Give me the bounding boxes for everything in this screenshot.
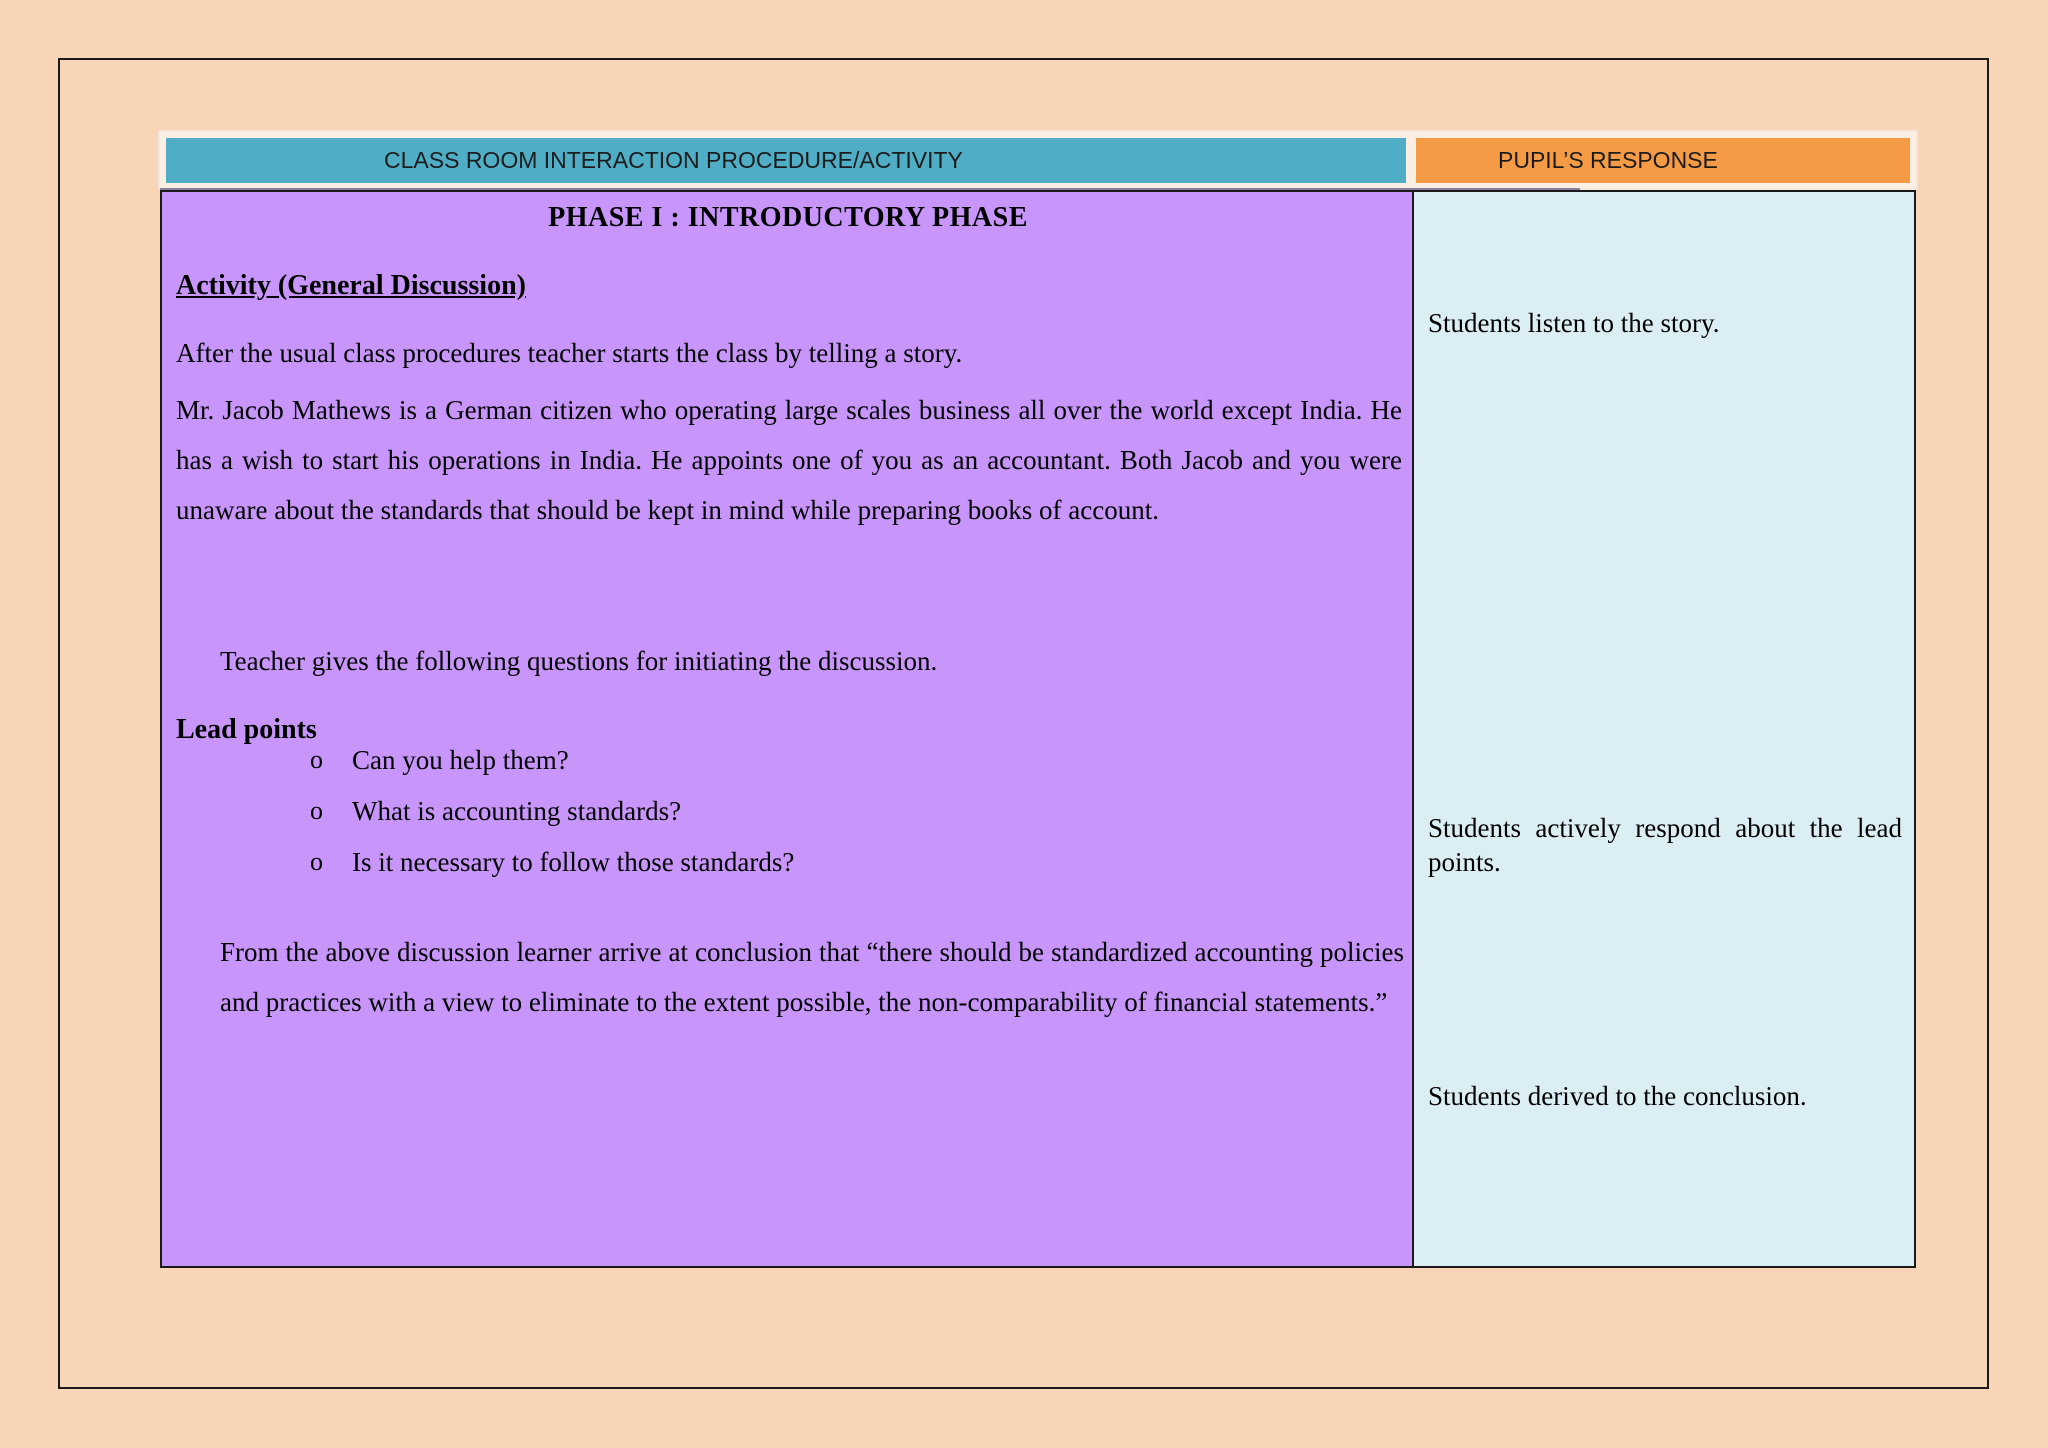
questions-intro: Teacher gives the following questions for initiating the discussion. [220,646,938,676]
lead-point-text: What is accounting standards? [352,796,682,826]
lead-points-list [310,744,794,897]
intro-paragraph: After the usual class procedures teacher starts the class by telling a story. [176,338,963,368]
response-column [1414,192,1914,1266]
header-pupils-response: PUPIL’S RESPONSE [1416,138,1910,183]
procedure-column [162,192,1414,1266]
lesson-table [158,130,1918,1111]
table-body-row [160,190,1916,1268]
response-listen: Students listen to the story. [1428,308,1720,338]
story-paragraph: Mr. Jacob Mathews is a German citizen who operating large scales business all over the world except India. He has a wish to start his operations in India. He appoints one of you as an accountant. Both Jacob and you were unaware about the standards that should be kept in mind while preparing books of account. [176,395,1402,525]
response-conclusion: Students derived to the conclusion. [1428,1081,1807,1111]
bullet-circle-icon: o [310,796,323,825]
list-item [310,744,794,795]
lead-points-heading: Lead points [176,714,317,745]
header-procedure-activity: CLASS ROOM INTERACTION PROCEDURE/ACTIVITY [166,138,1406,183]
table-header-row [158,130,1918,190]
bullet-circle-icon: o [310,745,323,774]
list-item [310,795,794,846]
lead-point-text: Is it necessary to follow those standards? [352,847,795,877]
activity-heading: Activity (General Discussion) [176,270,526,301]
response-lead-points: Students actively respond about the lead points. [1428,813,1902,877]
list-item [310,846,794,897]
lead-point-text: Can you help them? [352,745,569,775]
bullet-circle-icon: o [310,847,323,876]
phase-title: PHASE I : INTRODUCTORY PHASE [548,202,1028,233]
conclusion-paragraph: From the above discussion learner arrive at conclusion that “there should be standardized accounting policies and practices with a view to eliminate to the extent possible, the non-comparability of financial statements.” [220,937,1404,1017]
